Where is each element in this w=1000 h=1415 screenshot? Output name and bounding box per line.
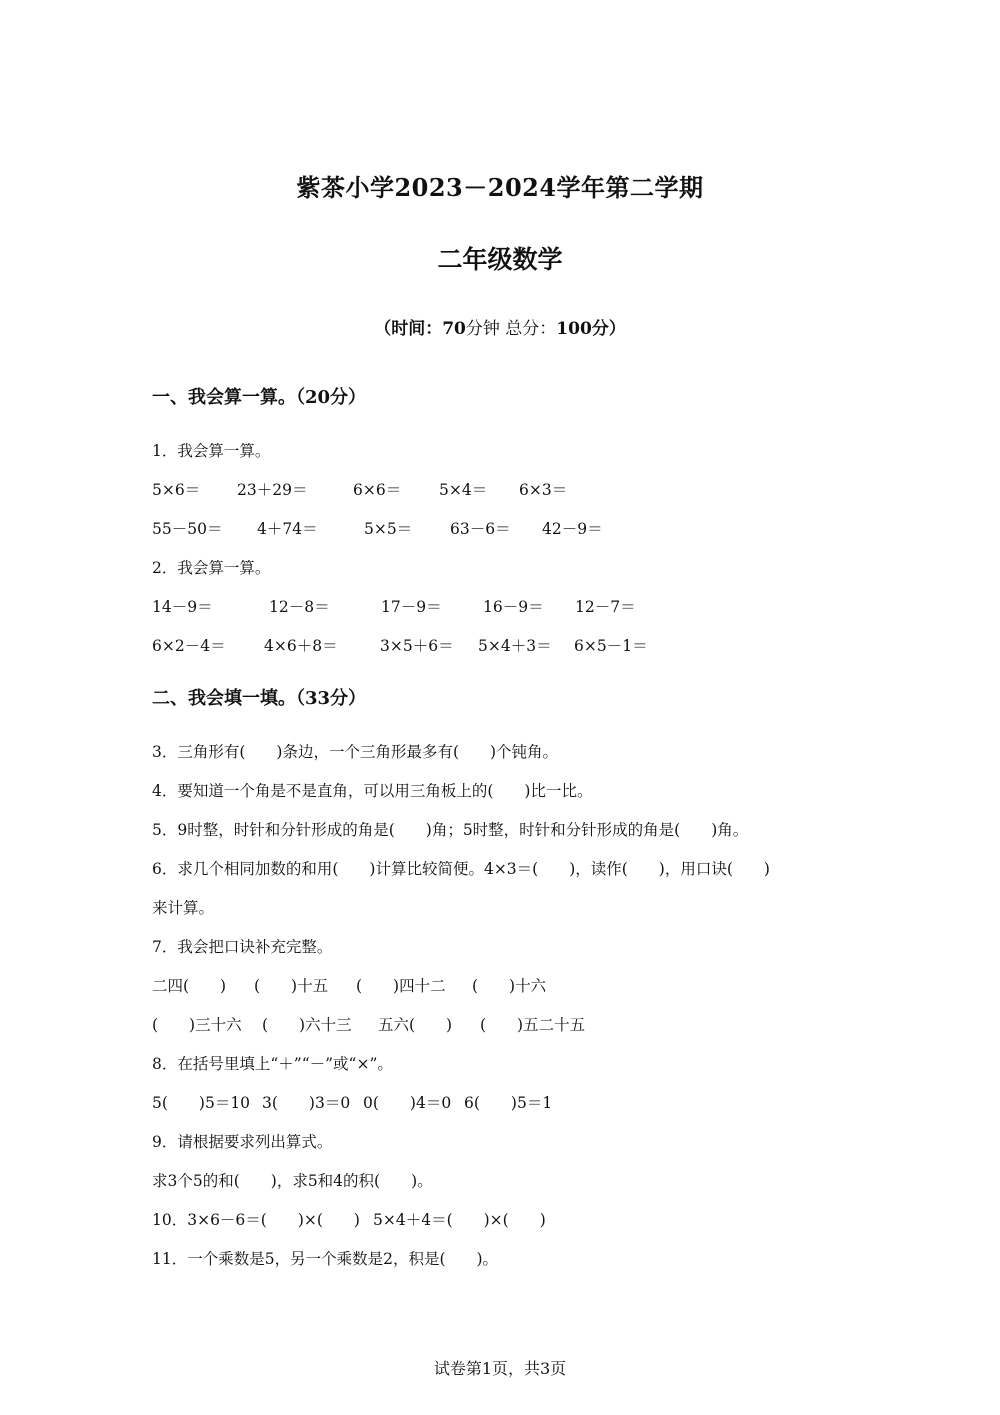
question-6-line-1: 6．求几个相同加数的和用( )计算比较简便。4×3＝( )，读作( )，用口诀( ) [152, 860, 770, 878]
meta-open: （时间： [374, 319, 443, 339]
expression: 4＋74＝ [257, 520, 318, 538]
question-9: 9．请根据要求列出算式。 [152, 1133, 333, 1151]
question-10-part-1: 10．3×6－6＝( )×( ) [152, 1211, 360, 1229]
expression: 63－6＝ [450, 520, 511, 538]
rhyme-blank: ( )六十三 [262, 1016, 352, 1034]
rhyme-blank: 二四( ) [152, 977, 227, 995]
meta-minutes: 70 [442, 319, 466, 339]
rhyme-blank: ( )三十六 [152, 1016, 242, 1034]
expression: 6×6＝ [353, 481, 402, 499]
rhyme-blank: ( )五二十五 [480, 1016, 586, 1034]
page-footer: 试卷第1页，共3页 [433, 1359, 567, 1378]
rhyme-blank: ( )十五 [254, 977, 329, 995]
expression: 23＋29＝ [237, 481, 308, 499]
meta-close: 分） [591, 319, 626, 339]
expression: 42－9＝ [542, 520, 603, 538]
question-1-label: 1．我会算一算。 [152, 442, 271, 460]
exam-meta [0, 314, 1000, 339]
meta-score: 100 [556, 319, 592, 339]
question-8: 8．在括号里填上“＋”“－”或“×”。 [152, 1055, 393, 1073]
exam-title: 紫茶小学2023－2024学年第二学期 [296, 173, 704, 202]
expression: 17－9＝ [381, 598, 442, 616]
question-2-label: 2．我会算一算。 [152, 559, 271, 577]
question-9-body: 求3个5的和( )，求5和4的积( )。 [152, 1172, 433, 1190]
expression: 5×5＝ [364, 520, 413, 538]
question-7: 7．我会把口诀补充完整。 [152, 938, 333, 956]
operator-blank: 0( )4＝0 [363, 1094, 452, 1112]
operator-blank: 5( )5＝10 [152, 1094, 251, 1112]
operator-blank: 3( )3＝0 [262, 1094, 351, 1112]
operator-blank: 6( )5＝1 [464, 1094, 553, 1112]
expression: 6×2－4＝ [152, 637, 226, 655]
section-1-title: 一、我会算一算。（20分） [152, 387, 367, 408]
rhyme-blank: ( )四十二 [356, 977, 446, 995]
expression: 5×6＝ [152, 481, 201, 499]
rhyme-blank: ( )十六 [472, 977, 547, 995]
expression: 12－8＝ [269, 598, 330, 616]
question-11: 11．一个乘数是5，另一个乘数是2，积是( )。 [152, 1250, 499, 1268]
expression: 5×4＝ [439, 481, 488, 499]
expression: 55－50＝ [152, 520, 223, 538]
meta-minute-unit: 分钟 总分： [465, 319, 557, 339]
expression: 4×6＋8＝ [264, 637, 338, 655]
expression: 6×3＝ [519, 481, 568, 499]
question-3: 3．三角形有( )条边，一个三角形最多有( )个钝角。 [152, 743, 559, 761]
question-4: 4．要知道一个角是不是直角，可以用三角板上的( )比一比。 [152, 782, 593, 800]
question-10-part-2: 5×4＋4＝( )×( ) [373, 1211, 546, 1229]
expression: 6×5－1＝ [574, 637, 648, 655]
expression: 14－9＝ [152, 598, 213, 616]
expression: 5×4＋3＝ [478, 637, 552, 655]
question-5: 5．9时整，时针和分针形成的角是( )角；5时整，时针和分针形成的角是( )角。 [152, 821, 749, 839]
rhyme-blank: 五六( ) [378, 1016, 453, 1034]
section-2-title: 二、我会填一填。（33分） [152, 688, 367, 709]
expression: 12－7＝ [575, 598, 636, 616]
exam-subtitle: 二年级数学 [437, 245, 563, 274]
question-6-line-2: 来计算。 [152, 899, 215, 917]
expression: 3×5＋6＝ [380, 637, 454, 655]
expression: 16－9＝ [483, 598, 544, 616]
